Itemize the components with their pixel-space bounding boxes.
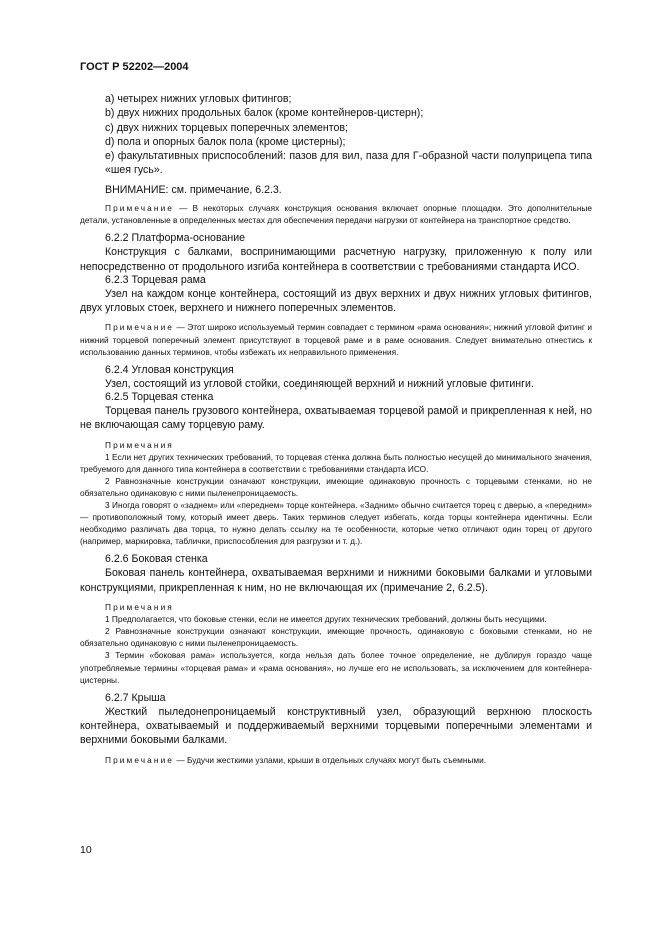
page-number: 10: [80, 844, 92, 856]
section-heading-6-2-4: 6.2.4 Угловая конструкция: [105, 363, 234, 376]
note-item: 1 Если нет других технических требований, то торцевая стенка должна быть полностью несущей до минимального значения, требуемого для данного типа контейнера в соответствии с требованиями стандарта ИСО.: [80, 451, 592, 474]
section-heading-6-2-5: 6.2.5 Торцевая стенка: [105, 391, 214, 404]
list-item: c) двух нижних торцевых поперечных элементов;: [105, 121, 348, 134]
attention-note: ВНИМАНИЕ: см. примечание, 6.2.3.: [105, 183, 282, 196]
note-item: 3 Иногда говорят о «заднем» или «переднем» торце контейнера. «Задним» обычно считается торец с дверью, а «передним» — противоположный тому, который имеет дверь. Таких терминов следует избегать, когда торцы контейнера идентичны. Если необходимо различать два торца, то нужно делать ссылку на те особенности, которые четко отличают один торец от другого (например, маркировка, таблички, приспособления для разгрузки и т. д.).: [80, 500, 592, 547]
notes-heading: Примечания: [105, 602, 174, 613]
section-text-6-2-6: Боковая панель контейнера, охватываемая верхними и нижними боковыми балками и угловыми конструкциями, прикрепленная к ним, но не включающая их (примечание 2, 6.2.5).: [80, 567, 592, 594]
list-item: a) четырех нижних угловых фитингов;: [105, 93, 292, 105]
note-item: 1 Предполагается, что боковые стенки, если не имеется других технических требований, должны быть несущими.: [105, 614, 547, 625]
note-item: 3 Термин «боковая рама» используется, когда нельзя дать более точное определение, не дублируя гораздо чаще употребляемые термины «торцевая рама» и «рама основания», но лучше его не использовать, за исключением для контейнера-цистерны.: [80, 650, 592, 685]
note-end-frame: [80, 321, 592, 357]
document-body: [80, 92, 592, 766]
note-text: — В некоторых случаях конструкция основания включает опорные площадки. Это дополнительные детали, установленные в определенных местах для обеспечения передачи нагрузки от контейнера на транспортное средство.: [80, 203, 592, 226]
note-text: — Будучи жесткими узлами, крыши в отдельных случаях могут быть съемными.: [174, 754, 487, 765]
note-label: Примечание: [105, 322, 175, 333]
list-item: e) факультативных приспособлений: пазов для вил, паза для Г-образной части полуприцепа типа «шея гусь».: [105, 150, 592, 177]
note-roof: [80, 754, 592, 766]
list-item: b) двух нижних продольных балок (кроме контейнеров-цистерн);: [105, 107, 424, 120]
section-text-6-2-3: Узел на каждом конце контейнера, состоящий из двух верхних и двух нижних угловых фитингов, двух угловых стоек, верхнего и нижнего поперечных элементов.: [80, 287, 592, 315]
section-heading-6-2-6: 6.2.6 Боковая стенка: [105, 553, 208, 566]
document-header: ГОСТ Р 52202—2004: [80, 61, 189, 73]
note-label: Примечание: [105, 203, 175, 214]
note-text: — Этот широко используемый термин совпадает с термином «рама основания»; нижний угловой фитинг и нижний торцевой поперечный элемент присутствуют в торцевой раме и в раме основания. Следует внимательно отнестись к использованию данных терминов, чтобы избежать их неправильного применения.: [80, 322, 592, 357]
section-heading-6-2-3: 6.2.3 Торцевая рама: [105, 273, 206, 286]
section-text-6-2-4: Узел, состоящий из угловой стойки, соединяющей верхний и нижний угловые фитинги.: [105, 377, 534, 390]
section-text-6-2-5: Торцевая панель грузового контейнера, охватываемая торцевой рамой и прикрепленная к ней, но не включающая саму торцевую раму.: [80, 405, 592, 432]
section-heading-6-2-2: 6.2.2 Платформа-основание: [105, 232, 246, 245]
notes-heading: Примечания: [105, 439, 174, 450]
note-item: 2 Равнозначные конструкции означают конструкции, имеющие прочность, одинаковую с боковыми стенками, но не обязательно одинаковую с ними пыленепроницаемость.: [80, 626, 592, 649]
list-item: d) пола и опорных балок пола (кроме цистерны);: [105, 135, 346, 148]
note-item: 2 Равнозначные конструкции означают конструкции, имеющие одинаковую прочность с торцевыми стенками, но не обязательно одинаковую с ними пыленепроницаемость.: [80, 475, 592, 498]
section-heading-6-2-7: 6.2.7 Крыша: [105, 691, 166, 704]
section-text-6-2-2: Конструкция с балками, воспринимающими расчетную нагрузку, приложенную к полу или непосредственно от продольного изгиба контейнера в соответствии с требованиями стандарта ИСО.: [80, 246, 592, 273]
section-text-6-2-7: Жесткий пыледонепроницаемый конструктивный узел, образующий верхнюю плоскость контейнера, охватываемый и поддерживаемый верхними торцевыми поперечными элементами и верхними боковыми балками.: [80, 705, 592, 747]
note-base: [80, 202, 592, 226]
note-label: Примечание: [105, 754, 175, 765]
